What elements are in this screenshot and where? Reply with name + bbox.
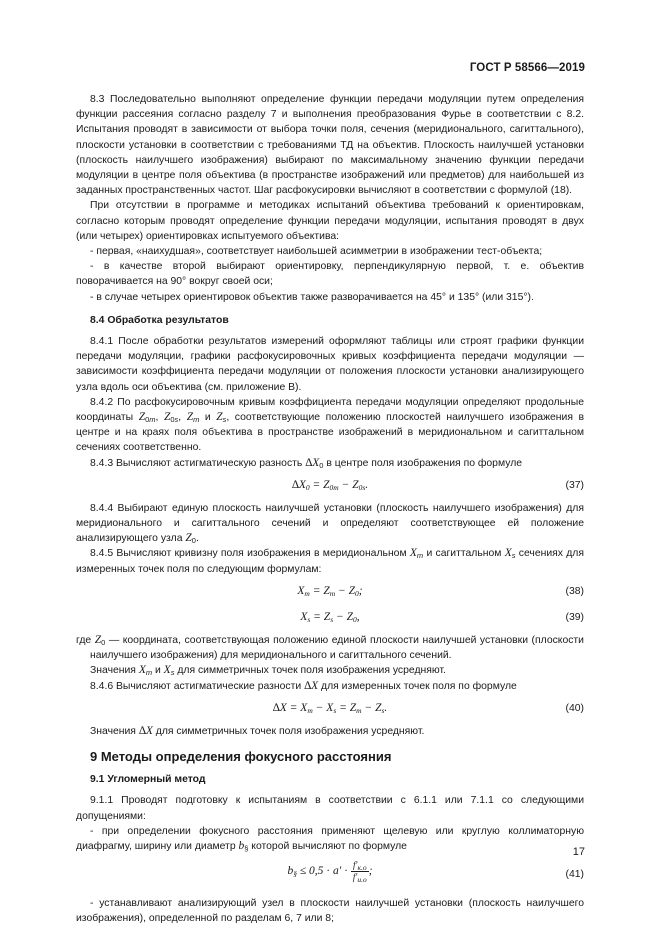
page-content xyxy=(76,92,584,927)
section-9-1-title: 9.1 Угломерный метод xyxy=(90,774,206,786)
list-item-first: - первая, «наихудшая», соответствует наибольшей асимметрии в изображении тест-объекта; xyxy=(90,246,543,258)
bullet-diaphragm: - при определении фокусного расстояния применяют щелевую или круглую коллиматорную диафрагму, ширину или диаметр $b_\S$ которой вычисляют по формуле xyxy=(76,825,584,853)
formula-number-41: (41) xyxy=(565,869,584,881)
formula-number-37: (37) xyxy=(565,479,584,491)
formula-number-40: (40) xyxy=(565,702,584,714)
list-item-four: - в случае четырех ориентировок объектив также разворачивается на 45° и 135° (или 315°). xyxy=(90,291,534,303)
section-9-title: 9 Методы определения фокусного расстояния xyxy=(90,748,392,764)
page-number: 17 xyxy=(572,846,585,858)
paragraph-8-4-4: 8.4.4 Выбирают единую плоскость наилучшей установки (плоскость наилучшего изображения) для меридионального и сагиттального сечений и определяют соответствующее ей положение анализирующего узла $Z_0$. xyxy=(76,502,584,546)
section-8-4-title: 8.4 Обработка результатов xyxy=(90,314,229,326)
formula-40: $\Delta X = X_m - X_s = Z_m - Z_s$. (40) xyxy=(272,701,584,715)
bullet-analyzer: - устанавливают анализирующий узел в плоскости наилучшей установки (плоскость наилучшего изображения), определенной по разделам 6, 7 или 8; xyxy=(76,898,584,925)
paragraph-8-4-3: 8.4.3 Вычисляют астигматическую разность $\Delta X_0$ в центре поля изображения по формуле xyxy=(90,456,523,470)
paragraph-8-4-2: 8.4.2 По расфокусировочным кривым коэффициента передачи модуляции определяют продольные координаты $Z_{0m}$, $Z_{0s}$, $Z_m$ и $Z_s$, соответствующие положению плоскостей наилучшего изображения в центре и на краях поля объектива в пространстве изображений в меридиональном и сагиттальном сечениях соответственно. xyxy=(76,396,585,454)
formula-38: $X_m = Z_m - Z_0$; (38) xyxy=(297,584,584,598)
formula-number-38: (38) xyxy=(565,585,584,597)
list-item-second: - в качестве второй выбирают ориентировку, перпендикулярную первой, т. е. объектив поворачивается на 90° вокруг своей оси; xyxy=(76,261,584,288)
formula-37: $\Delta X_0 = Z_{0m} - Z_{0s}$. (37) xyxy=(291,478,584,492)
where-explanation: где $Z_0$ — координата, соответствующая положению единой плоскости наилучшей установки (плоскости наилучшего изображения) для меридионального и сагиттального сечений. xyxy=(76,633,584,662)
paragraph-8-4-5: 8.4.5 Вычисляют кривизну поля изображения в меридиональном $X_m$ и сагиттальном $X_s$ сечениях для измеренных точек поля по следующим формулам: xyxy=(76,547,585,575)
formula-number-39: (39) xyxy=(565,611,584,623)
formula-39: $X_s = Z_s - Z_0$, (39) xyxy=(300,610,584,624)
paragraph-9-1-1: 9.1.1 Проводят подготовку к испытаниям в соответствии с 6.1.1 или 7.1.1 со следующими допущениями: xyxy=(76,795,584,822)
formula-41: $b_\S \le 0,5 \cdot a'$ · $\frac{f'_{к.о}}{f'_{и.о}}$ ; (41) xyxy=(287,860,584,885)
paragraph-8-4-6: 8.4.6 Вычисляют астигматические разности ∆X для измеренных точек поля по формуле xyxy=(90,679,517,692)
standard-header: ГОСТ Р 58566—2019 xyxy=(469,62,585,74)
paragraph-orientations: При отсутствии в программе и методиках испытаний объектива требований к ориентировкам, согласно которым проводят определение функции передачи модуляции, испытания проводят в двух (или четырех) ориентировках испытуемого объектива: xyxy=(76,200,584,242)
averaging-note-1: Значения $X_m$ и $X_s$ для симметричных точек поля изображения усредняют. xyxy=(90,664,446,678)
averaging-note-2: Значения ∆X для симметричных точек поля изображения усредняют. xyxy=(90,724,425,737)
paragraph-8-4-1: 8.4.1 После обработки результатов измерений оформляют таблицы или строят графики функции передачи модуляции, графики расфокусировочных кривых коэффициента передачи модуляции — зависимости коэффициента передачи модуляции от положения плоскости установки анализирующего узла вдоль оси объектива (см. приложение В). xyxy=(76,336,584,393)
paragraph-8-3: 8.3 Последовательно выполняют определение функции передачи модуляции путем определения функции рассеяния согласно разделу 7 и выполнения преобразования Фурье в соответствии с 8.2. Испытания проводят в зависимости от выбора точки поля, сечения (меридионального, сагиттального), плоскости установки в соответствии с требованиями ТД на объектив. Плоскость наилучшей установки (плоскость наилучшего изображения) выбирают по максимальному значению функции передачи модуляции в центре поля объектива (в пространстве изображений или предметов) для наибольшей из заданных пространственных частот. Шаг расфокусировки вычисляют в соответствии с формулой (18). xyxy=(76,94,584,197)
